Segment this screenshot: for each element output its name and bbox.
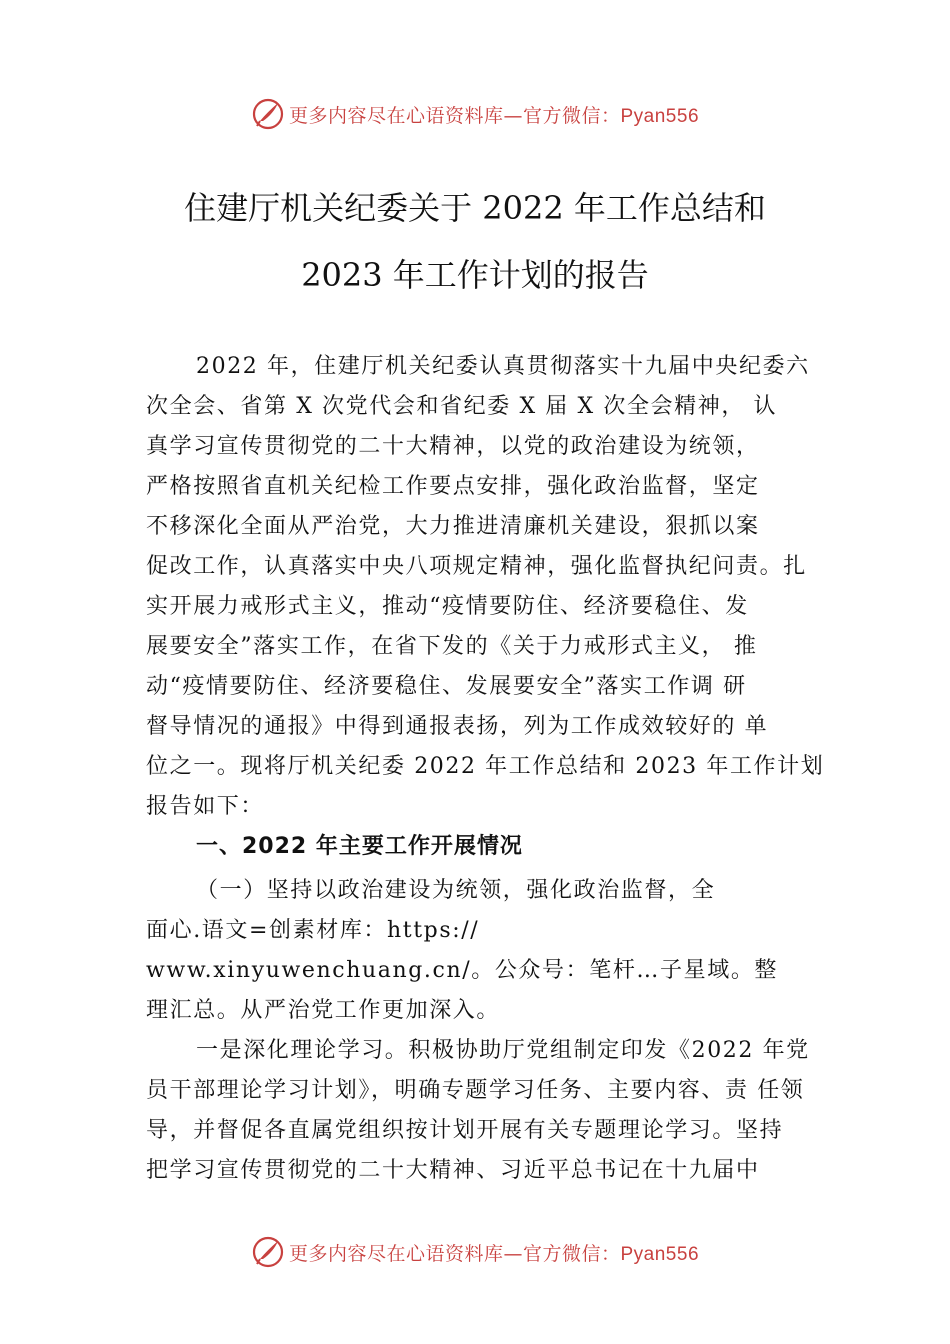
banner-separator: —: [503, 104, 523, 127]
banner-text: [289, 1239, 699, 1266]
header-banner: [0, 94, 950, 134]
banner-site-text: 更多内容尽在心语资料库: [288, 1242, 504, 1265]
body-line: 促改工作，认真落实中央八项规定精神，强化监督执纪问责。扎: [146, 554, 807, 579]
body-line: 报告如下：: [146, 794, 265, 819]
banner-wechat-label: 官方微信：: [522, 104, 621, 127]
body-line: www.xinyuwenchuang.cn/。公众号：笔杆…子星域。整: [146, 958, 779, 983]
banner-separator: —: [503, 1242, 523, 1265]
body-line: （一）坚持以政治建设为统领，强化政治监督，全: [196, 878, 716, 903]
quill-logo-icon: [251, 1235, 285, 1269]
body-line: 督导情况的通报》中得到通报表扬，列为工作成效较好的 单: [146, 714, 769, 739]
body-line: 一是深化理论学习。积极协助厅党组制定印发《2022 年党: [196, 1038, 810, 1063]
document-title-line-2: 2023 年工作计划的报告: [301, 256, 649, 294]
banner-site-text: 更多内容尽在心语资料库: [288, 104, 504, 127]
body-line: 不移深化全面从严治党，大力推进清廉机关建设，狠抓以案: [146, 514, 760, 539]
body-line: 导，并督促各直属党组织按计划开展有关专题理论学习。坚持: [146, 1118, 784, 1143]
body-line: 真学习宣传贯彻党的二十大精神，以党的政治建设为统领，: [146, 434, 760, 459]
body-line: 次全会、省第 X 次党代会和省纪委 X 届 X 次全会精神， 认: [146, 394, 778, 419]
body-line: 展要安全”落实工作，在省下发的《关于力戒形式主义， 推: [146, 634, 758, 659]
quill-logo-icon: [251, 97, 285, 131]
footer-banner: [0, 1232, 950, 1272]
body-line: 2022 年，住建厅机关纪委认真贯彻落实十九届中央纪委六: [196, 354, 810, 379]
body-line: 严格按照省直机关纪检工作要点安排，强化政治监督，坚定: [146, 474, 760, 499]
body-line: 员干部理论学习计划》，明确专题学习任务、主要内容、责 任领: [146, 1078, 805, 1103]
body-line: 位之一。现将厅机关纪委 2022 年工作总结和 2023 年工作计划: [146, 754, 825, 779]
document-title-line-1: 住建厅机关纪委关于 2022 年工作总结和: [184, 189, 766, 227]
banner-wechat-id: Pyan556: [620, 105, 700, 127]
section-heading: 一、2022 年主要工作开展情况: [196, 834, 523, 859]
banner-wechat-label: 官方微信：: [522, 1242, 621, 1265]
body-line: 面心.语文=创素材库：https://: [146, 918, 480, 943]
banner-wechat-id: Pyan556: [620, 1243, 700, 1265]
banner-text: [289, 101, 699, 128]
body-line: 动“疫情要防住、经济要稳住、发展要安全”落实工作调 研: [146, 674, 747, 699]
body-line: 理汇总。从严治党工作更加深入。: [146, 998, 501, 1023]
body-line: 把学习宣传贯彻党的二十大精神、习近平总书记在十九届中: [146, 1158, 760, 1183]
body-line: 实开展力戒形式主义，推动“疫情要防住、经济要稳住、发: [146, 594, 749, 619]
